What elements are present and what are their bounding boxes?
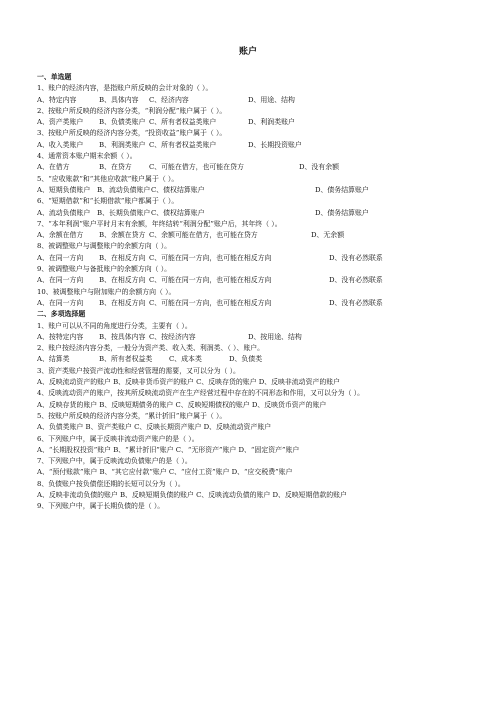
- option-row: [37, 332, 463, 343]
- option: C、债权结算账户: [151, 185, 205, 194]
- option: A、特定内容: [37, 95, 77, 104]
- option: D、无余额: [311, 231, 345, 240]
- option: A、在同一方向: [37, 298, 84, 307]
- option-row: [37, 95, 463, 106]
- option: D、没有必然联系: [329, 276, 383, 285]
- option-block: A、“预付账款”账户 B、“其它应付款”账户 C、“应付工资”账户 D、“应交税费”账户: [37, 468, 293, 477]
- option-row: [37, 253, 463, 264]
- option-row: [37, 208, 463, 219]
- question-stem: 8、负债账户按负债偿还期的长短可以分为（ ）。: [37, 479, 185, 488]
- question-stem: 6、下列账户中，属于反映非流动资产账户的是（ ）。: [37, 434, 199, 443]
- option-row: [37, 230, 463, 241]
- question-stem: 9、被调整账户与备抵账户的余额方向（ ）。: [37, 265, 172, 274]
- option-row: [37, 162, 463, 173]
- question-stem: 7、下列账户中，属于反映流动负债账户的是（ ）。: [37, 457, 192, 466]
- question-stem: 5、“应收账款”和“其他应收款”账户属于（ ）。: [37, 174, 179, 183]
- option: D、用途、结构: [248, 95, 295, 104]
- question-stem: 3、按账户所反映的经济内容分类，“投资收益”账户属于（ ）。: [37, 129, 227, 138]
- option: C、可能在同一方向，也可能在相反方向: [149, 253, 272, 262]
- question-stem: 1、账户的经济内容，是指账户所反映的会计对象的（ ）。: [37, 84, 213, 93]
- question-stem: 9、下列账户中，属于长期负债的是（ ）。: [37, 502, 165, 511]
- option: A、流动负债账户: [37, 208, 91, 217]
- option: A、收入类账户: [37, 140, 84, 149]
- section-heading-multi: 二、多项选择题: [37, 310, 86, 319]
- question-stem: 10、被调整账户与附加账户的余额方向（ ）。: [37, 287, 176, 296]
- option: D、长期投资账户: [248, 140, 302, 149]
- question-stem: 5、按账户所反映的经济内容分类，“累计折旧”账户属于（ ）。: [37, 411, 227, 420]
- option: C、按经济内容: [149, 332, 196, 341]
- option: C、债权结算账户: [151, 208, 205, 217]
- option: B、长期负债账户: [97, 208, 151, 217]
- option: C、经济内容: [149, 95, 189, 104]
- option: C、余额可能在借方，也可能在贷方: [149, 231, 258, 240]
- page-title: 账户: [238, 47, 257, 57]
- option: A、余额在借方: [37, 231, 84, 240]
- option-row: [37, 275, 463, 286]
- option-block: A、负债类账户 B、资产类账户 C、反映长期资产账户 D、反映流动资产账户: [37, 423, 272, 432]
- question-stem: 6、“短期借款”和“长期借款”账户都属于（ ）。: [37, 197, 179, 206]
- question-stem: 3、资产类账户按资产流动性和经营管理的需要，又可以分为（ ）。: [37, 366, 240, 375]
- option: A、在借方: [37, 163, 70, 172]
- option: B、在相反方向: [99, 253, 146, 262]
- question-stem: 2、账户按经济内容分类，一般分为资产类、收入类、利润类、（ ）、账户。: [37, 344, 265, 353]
- option-row: [37, 354, 463, 365]
- question-stem: 8、被调整账户与调整账户的余额方向（ ）。: [37, 242, 172, 251]
- option: B、在相反方向: [99, 298, 146, 307]
- option: A、短期负债账户: [37, 185, 91, 194]
- option: A、在同一方向: [37, 276, 84, 285]
- option: B、具体内容: [99, 95, 139, 104]
- option: A、资产类账户: [37, 118, 84, 127]
- option: D、没有余额: [299, 163, 339, 172]
- option: D、按用途、结构: [248, 332, 302, 341]
- option: B、所有者权益类: [99, 355, 153, 364]
- option: B、流动负债账户: [97, 185, 151, 194]
- option: C、可能在同一方向，也可能在相反方向: [149, 276, 272, 285]
- option-block: A、“长期股权投资”账户 B、“累计折旧”账户 C、“无形资产”账户 D、“固定资产”账户: [37, 445, 300, 454]
- option-row: [37, 117, 463, 128]
- option: B、在相反方向: [99, 276, 146, 285]
- option: D、债务结算账户: [315, 185, 369, 194]
- option: D、利润类账户: [248, 118, 295, 127]
- option-row: [37, 140, 463, 151]
- option: D、没有必然联系: [329, 253, 383, 262]
- option: C、可能在同一方向，也可能在相反方向: [149, 298, 272, 307]
- option: B、余额在贷方: [99, 231, 146, 240]
- question-stem: 4、反映流动资产的账户，按其所反映流动资产在生产经营过程中存在的不同形态和作用，又可以分为（ ）。: [37, 389, 364, 398]
- option-row: [37, 185, 463, 196]
- question-stem: 2、按账户所反映的经济内容分类，“利润分配”账户属于（ ）。: [37, 106, 227, 115]
- question-stem: 4、通常资本账户期末余额（ ）。: [37, 152, 137, 161]
- option: C、可能在借方，也可能在贷方: [149, 163, 244, 172]
- question-list: [37, 72, 463, 513]
- option: B、按具体内容: [99, 332, 146, 341]
- section-heading-single: 一、单选题: [37, 73, 72, 81]
- option-block: A、反映存货的账户 B、反映短期债务的账户 C、反映短期债权的账户 D、反映货币资产的账户: [37, 400, 327, 409]
- option: B、在贷方: [99, 163, 132, 172]
- question-stem: 7、“本年利润”账户平时月末有余额，年终结转“利润分配”账户后，其年终（ ）。: [37, 219, 282, 228]
- question-stem: 1、账户可以从不同的角度进行分类，主要有（ ）。: [37, 321, 192, 330]
- option: A、在同一方向: [37, 253, 84, 262]
- option-block: A、反映非流动负债的账户 B、反映短期负债的账户 C、反映流动负债的账户 D、反映短期借款的账户: [37, 490, 347, 499]
- option: D、没有必然联系: [329, 298, 383, 307]
- option-row: [37, 298, 463, 309]
- option: C、所有者权益类账户: [149, 118, 217, 127]
- option: C、成本类: [169, 355, 202, 364]
- option: D、债务结算账户: [315, 208, 369, 217]
- option: C、所有者权益类账户: [149, 140, 217, 149]
- option: D、负债类: [229, 355, 263, 364]
- option-block: A、反映流动资产的账户 B、反映非货币资产的账户 C、反映存货的账户 D、反映非流动资产的账户: [37, 378, 341, 387]
- option: B、利润类账户: [99, 140, 146, 149]
- option: A、结算类: [37, 355, 70, 364]
- option: B、负债类账户: [99, 118, 146, 127]
- option: A、按特定内容: [37, 332, 84, 341]
